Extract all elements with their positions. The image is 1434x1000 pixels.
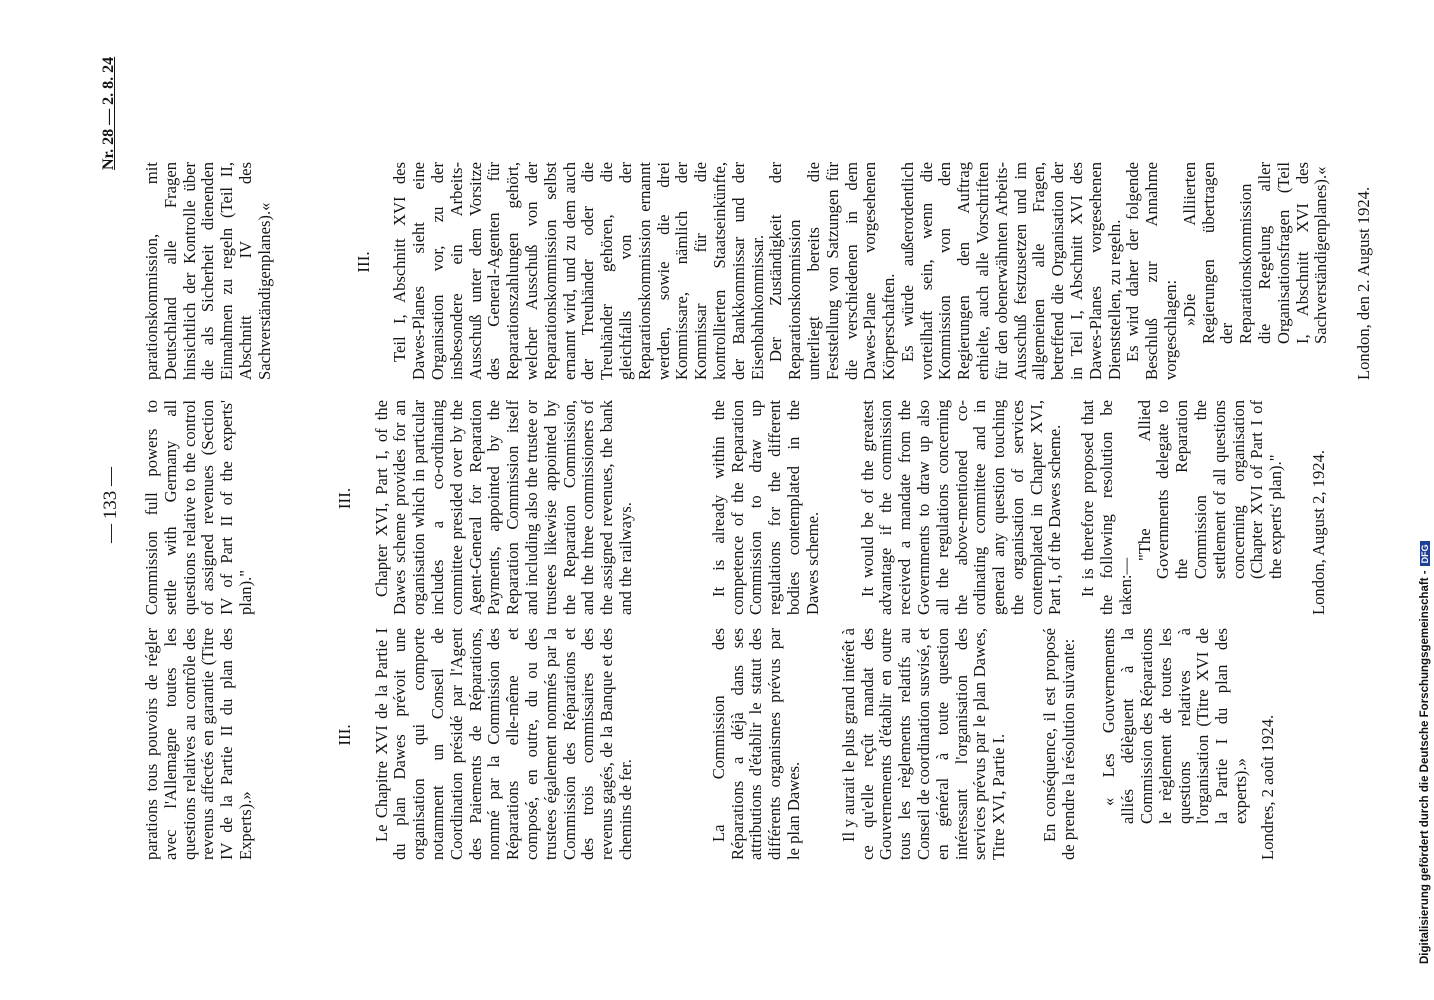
german-paragraph-3: Es würde außerordentlich vorteilhaft sein, wenn die Kommission von den Regierungen den Auftrag erhielte, auch alle Vorschriften für den obenerwähnten Arbeits-Ausschuß festzusetzen und im allgemeinen alle Fragen, betreffend die Organisation der in Teil I, Abschnitt XVI des Dawes-Planes vorgesehenen Dienststellen, zu regeln.: [897, 162, 1124, 380]
french-paragraph-4: En conséquence, il est proposé de prendre la résolution suivante:: [1039, 628, 1078, 860]
digitization-credit-text: Digitalisierung gefördert durch die Deutsche Forschungsgemeinschaft -: [1419, 570, 1431, 964]
french-intro: parations tous pouvoirs de régler avec l'Allemagne toutes les questions relatives au contrôle des revenus affectés en garantie (Titre IV de la Partie II du plan des Experts).»: [142, 628, 255, 860]
german-column: [143, 162, 1374, 380]
french-date: Londres, 2 août 1924.: [1257, 714, 1277, 860]
english-resolution-quote: "The Allied Governments delegate to the Reparation Commission the settlement of all questions concerning organisation (Chapter XVI of Part I of the experts' plan).": [1134, 400, 1286, 579]
english-intro: Commission full powers to settle with Germany all questions relative to the control of assigned revenues (Section IV of Part II of the experts' plan).": [142, 400, 255, 615]
german-paragraph-2: Der Zuständigkeit der Reparationskommission unterliegt bereits die Feststellung von Satzungen für die verschiedenen in dem Dawes-Plane vorgesehenen Körperschaften.: [766, 162, 899, 380]
german-paragraph-4: Es wird daher der folgende Beschluß zur Annahme vorgeschlagen:: [1123, 162, 1181, 380]
french-section-heading: III.: [334, 724, 354, 746]
page-number: — 133 —: [100, 467, 121, 543]
german-resolution-quote: »Die Alliierten Regierungen übertragen der Reparationskommission die Regelung aller Organisationsfragen (Teil I, Abschnitt XVI des Sachverständigenplanes).«: [1179, 162, 1331, 344]
dfg-logo: DFG: [1420, 541, 1430, 566]
english-paragraph-1: Chapter XVI, Part I, of the Dawes scheme provides for an organisation which in particular includes a co-ordinating committee presided over by the Agent-General for Reparation Payments, appointed by the Reparation Commission itself and including also the trustee or trustees likewise appointed by the Reparation Commission, and the three commissioners of the assigned revenues, the bank and the railways.: [371, 400, 635, 615]
english-date: London, August 2, 1924.: [1309, 449, 1329, 615]
german-paragraph-1: Teil I, Abschnitt XVI des Dawes-Planes sieht eine Organisation vor, zu der insbesondere ein Arbeits-Ausschuß unter dem Vorsitze des General-Agenten für Reparationszahlungen gehört, welcher Ausschuß von der Reparationskommission selbst ernannt wird, und zu dem auch der Treuhänder oder die Treuhänder gehören, die gleichfalls von der Reparationskommission ernannt werden, sowie die drei Kommissare, nämlich der Kommissar für die kontrollierten Staatseinkünfte, der Bankkommissar und der Eisenbahnkommissar.: [390, 162, 767, 380]
french-column: [143, 628, 1278, 860]
german-section-heading: III.: [353, 251, 373, 273]
english-paragraph-3: It would be of the greatest advantage if the commission received a mandate from the Governments to draw up also all the regulations concerning the above-mentioned co-ordinating committee and in general any question touching the organisation of services contemplated in Chapter XVI, Part I, of the Dawes scheme.: [857, 400, 1065, 615]
english-section-heading: III.: [334, 487, 354, 510]
document-reference: Nr. 28 — 2. 8. 24: [100, 56, 117, 170]
french-paragraph-1: Le Chapitre XVI de la Partie I du plan Dawes prévoit une organisation qui comporte notamment un Conseil de Coordination présidé par l'Agent des Paiements de Réparations, nommé par la Commission des Réparations elle-même et composé, en outre, du ou des trustees également nommés par la Commission des Réparations et des trois commissaires des revenus gagés, de la Banque et des chemins de fer.: [371, 628, 635, 860]
digitization-credit: [1419, 541, 1431, 964]
french-paragraph-3: Il y aurait le plus grand intérêt à ce qu'elle reçût mandat des Gouvernements d'établir en outre tous les règlements relatifs au Conseil de coordination susvisé, et en général à toute question intéressant l'organisation des services prévus par le plan Dawes, Titre XVI, Partie I.: [838, 628, 1009, 860]
french-resolution-quote: « Les Gouvernements alliés délèguent à la Commission des Réparations le règlement de toutes les questions relatives à l'organisation (Titre XVI de la Partie I du plan des experts).»: [1099, 628, 1251, 824]
english-paragraph-2: It is already within the competence of the Reparation Commission to draw up regulations for the different bodies contemplated in the Dawes scheme.: [708, 400, 822, 615]
german-intro: parationskommission, mit Deutschland alle Fragen hinsichtlich der Kontrolle über die als Sicherheit dienenden Einnahmen zu regeln (Teil II, Abschnitt IV des Sachverständigenplanes).«: [142, 162, 274, 380]
french-paragraph-2: La Commission des Réparations a déjà dans ses attributions d'établir le statut des différents organismes prévus par le plan Dawes.: [708, 628, 803, 860]
german-date: London, den 2. August 1924.: [1354, 186, 1374, 380]
english-paragraph-4: It is therefore proposed that the following resolution be taken:—: [1078, 400, 1135, 615]
english-column: [143, 400, 1329, 615]
